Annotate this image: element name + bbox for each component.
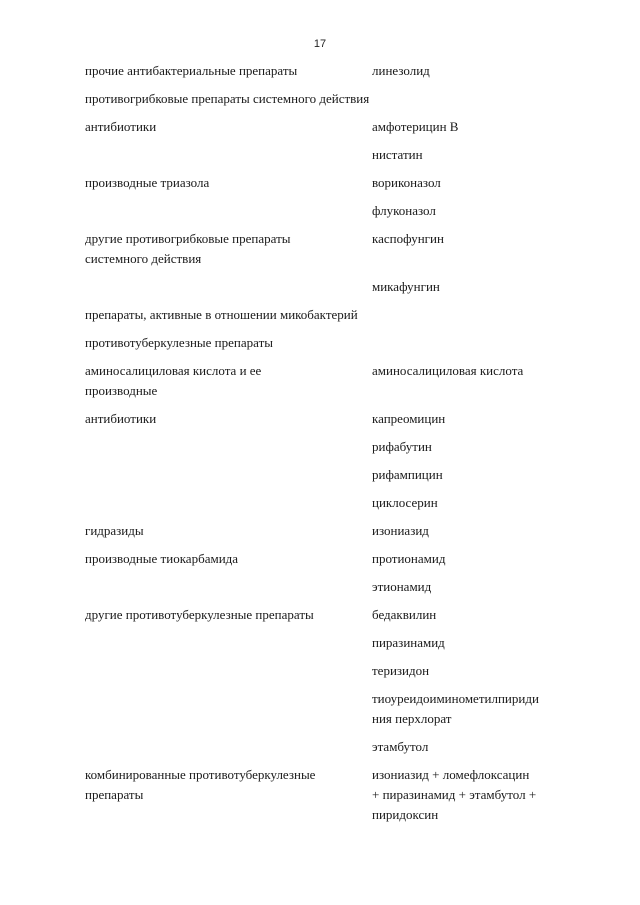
drug-name-continued: пиридоксин xyxy=(372,807,439,822)
drug-name: амфотерицин В xyxy=(372,119,459,134)
group-label-continued: производные xyxy=(85,383,158,398)
group-label: комбинированные противотуберкулезные xyxy=(85,767,316,782)
group-heading: противогрибковые препараты системного действия xyxy=(85,91,370,106)
drug-name: каспофунгин xyxy=(372,231,444,246)
drug-name: аминосалициловая кислота xyxy=(372,363,524,378)
drug-name-continued: ния перхлорат xyxy=(372,711,452,726)
drug-name: капреомицин xyxy=(372,411,446,426)
group-label: антибиотики xyxy=(85,119,157,134)
drug-name: протионамид xyxy=(372,551,446,566)
drug-name: теризидон xyxy=(372,663,430,678)
drug-name: пиразинамид xyxy=(372,635,445,650)
drug-name: рифампицин xyxy=(372,467,443,482)
drug-name: нистатин xyxy=(372,147,423,162)
drug-name: изониазид + ломефлоксацин xyxy=(372,767,530,782)
drug-name: рифабутин xyxy=(372,439,432,454)
group-label-continued: системного действия xyxy=(85,251,202,266)
group-label: антибиотики xyxy=(85,411,157,426)
group-label: аминосалициловая кислота и ее xyxy=(85,363,262,378)
drug-name: этионамид xyxy=(372,579,432,594)
drug-name: изониазид xyxy=(372,523,429,538)
drug-name: вориконазол xyxy=(372,175,441,190)
drug-name-continued: + пиразинамид + этамбутол + xyxy=(372,787,537,802)
drug-name: бедаквилин xyxy=(372,607,437,622)
drug-name: линезолид xyxy=(372,63,430,78)
group-label: производные тиокарбамида xyxy=(85,551,239,566)
group-heading: препараты, активные в отношении микобактерий xyxy=(85,307,358,322)
group-label: другие противотуберкулезные препараты xyxy=(85,607,314,622)
drug-name: этамбутол xyxy=(372,739,429,754)
group-heading: противотуберкулезные препараты xyxy=(85,335,273,350)
drug-name: тиоуреидоиминометилпириди xyxy=(372,691,539,706)
drug-name: микафунгин xyxy=(372,279,440,294)
group-label-continued: препараты xyxy=(85,787,144,802)
group-label: гидразиды xyxy=(85,523,144,538)
drug-name: циклосерин xyxy=(372,495,438,510)
drug-name: флуконазол xyxy=(372,203,436,218)
group-label: производные триазола xyxy=(85,175,210,190)
group-label: другие противогрибковые препараты xyxy=(85,231,291,246)
page-number: 17 xyxy=(313,38,327,50)
group-label: прочие антибактериальные препараты xyxy=(85,63,298,78)
